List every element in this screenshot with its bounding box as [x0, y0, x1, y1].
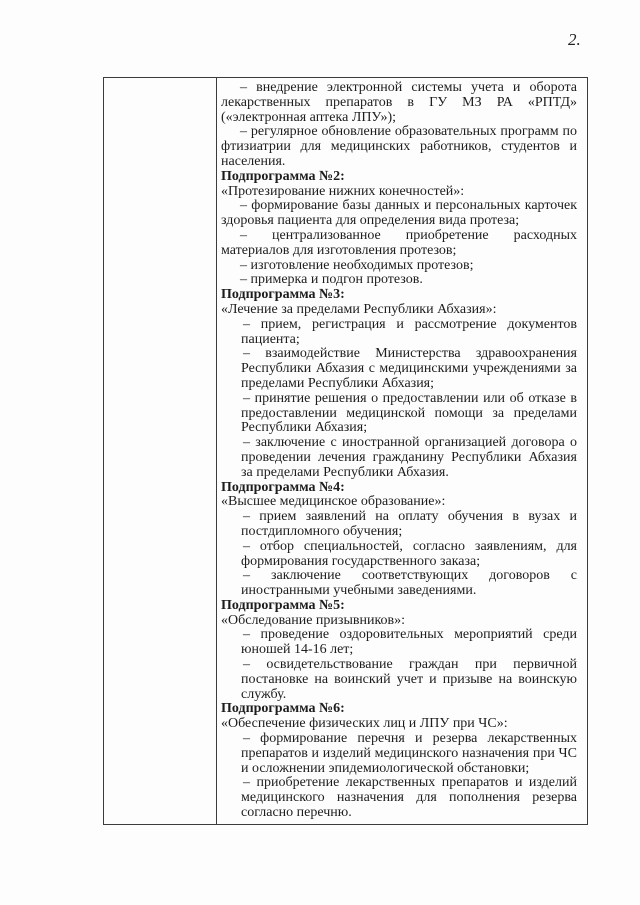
bullet-item: – формирование базы данных и персональных карточек здоровья пациента для определения вида протеза;	[221, 198, 577, 229]
subprogram-title: Подпрограмма №6:	[221, 701, 345, 717]
bullet-item: – централизованное приобретение расходных материалов для изготовления протезов;	[221, 227, 577, 258]
section-subprogram-2	[221, 170, 577, 288]
bullet-item: – заключение с иностранной организацией договора о проведении лечения гражданину Республики Абхазия за пределами Республики Абхазия.	[241, 435, 577, 480]
bullet-item: – проведение оздоровительных мероприятий среди юношей 14-16 лет;	[241, 627, 577, 658]
subprogram-title: Подпрограмма №3:	[221, 287, 345, 303]
bullet-item: – изготовление необходимых протезов;	[240, 257, 474, 273]
bullet-item: – формирование перечня и резерва лекарственных препаратов и изделий медицинского назначения при ЧС и осложнении эпидемиологической обстановки;	[241, 731, 577, 776]
bullet-item: – приобретение лекарственных препаратов и изделий медицинского назначения для пополнения резерва согласно перечню.	[241, 775, 577, 821]
page-number: 2.	[568, 30, 581, 49]
subprogram-subtitle: «Обеспечение физических лиц и ЛПУ при ЧС»:	[221, 716, 508, 732]
subprogram-subtitle: «Высшее медицинское образование»:	[221, 494, 446, 510]
section-subprogram-5	[221, 599, 577, 703]
subprogram-title: Подпрограмма №5:	[221, 597, 345, 613]
bullet-item: – освидетельствование граждан при первичной постановке на воинский учет и призыве на воинскую службу.	[241, 657, 577, 702]
bullet-item: – прием заявлений на оплату обучения в вузах и постдипломного обучения;	[241, 509, 577, 539]
subprogram-subtitle: «Лечение за пределами Республики Абхазия»:	[221, 301, 497, 317]
bullet-item: – взаимодействие Министерства здравоохранения Республики Абхазия с медицинскими учреждениями за пределами Республики Абхазия;	[241, 346, 577, 391]
table-left-column	[104, 78, 217, 824]
section-continuation	[221, 81, 577, 170]
subprogram-title: Подпрограмма №2:	[221, 168, 345, 184]
section-subprogram-3	[221, 288, 577, 480]
table-right-column	[217, 78, 587, 824]
program-table	[103, 77, 588, 825]
bullet-item: – внедрение электронной системы учета и оборота лекарственных препаратов в ГУ МЗ РА «РПТД» («электронная аптека ЛПУ»);	[221, 80, 577, 125]
bullet-item: – принятие решения о предоставлении или об отказе в предоставлении медицинской помощи за пределами Республики Абхазия;	[241, 390, 577, 436]
subprogram-title: Подпрограмма №4:	[221, 479, 345, 495]
section-subprogram-6	[221, 702, 577, 820]
subprogram-subtitle: «Протезирование нижних конечностей»:	[221, 183, 465, 199]
bullet-item: – примерка и подгон протезов.	[240, 272, 423, 288]
bullet-item: – регулярное обновление образовательных программ по фтизиатрии для медицинских работников, студентов и населения.	[221, 124, 577, 169]
bullet-item: – отбор специальностей, согласно заявлениям, для формирования государственного заказа;	[241, 538, 577, 569]
section-subprogram-4	[221, 481, 577, 599]
bullet-item: – прием, регистрация и рассмотрение документов пациента;	[241, 316, 577, 347]
bullet-item: – заключение соответствующих договоров с иностранными учебными заведениями.	[241, 568, 577, 599]
subprogram-subtitle: «Обследование призывников»:	[221, 612, 406, 628]
